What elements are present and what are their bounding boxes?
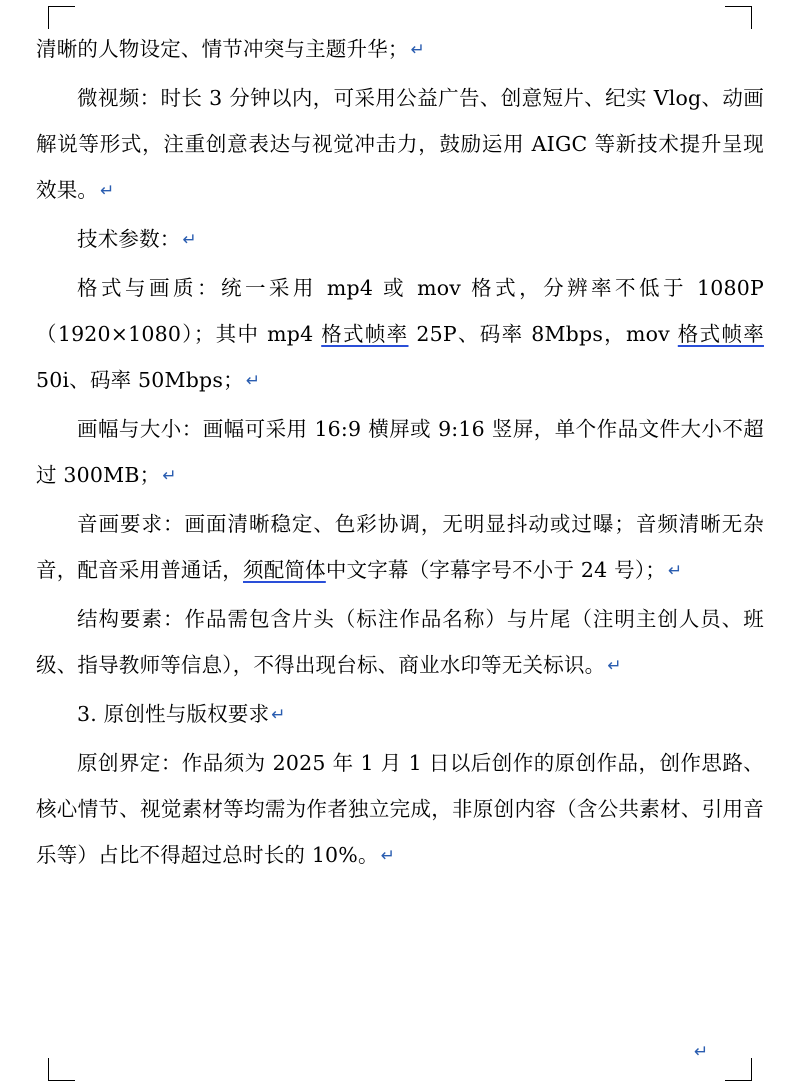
paragraph-text: 清晰的人物设定、情节冲突与主题升华； [36, 37, 409, 61]
paragraph-originality [36, 740, 764, 879]
paragraph-mark-icon: ↵ [182, 230, 197, 250]
paragraph-mark-icon: ↵ [162, 466, 177, 486]
crop-mark-bottom-left [48, 1058, 75, 1081]
paragraph-audio-visual [36, 501, 764, 594]
paragraph-format-quality [36, 265, 771, 404]
paragraph-text: 微视频：时长 3 分钟以内，可采用公益广告、创意短片、纪实 Vlog、动画解说等形式，注重创意表达与视觉冲击力，鼓励运用 AIGC 等新技术提升呈现效果。 [36, 86, 764, 202]
underlined-text: 格式帧率 [677, 322, 764, 346]
end-of-page-paragraph-mark-icon: ↵ [694, 1042, 709, 1062]
paragraph-text: 技术参数： [77, 227, 181, 251]
paragraph-mark-icon: ↵ [410, 40, 426, 60]
paragraph-text: 原创界定：作品须为 2025 年 1 月 1 日以后创作的原创作品，创作思路、核心情节、视觉素材等均需为作者独立完成，非原创内容（含公共素材、引用音乐等）占比不得超过总时长的 10%。 [36, 751, 764, 867]
paragraph-text: 画幅与大小：画幅可采用 16:9 横屏或 9:16 竖屏，单个作品文件大小不超过 300MB； [36, 417, 764, 487]
paragraph-frame-size [36, 406, 764, 499]
paragraph-text-part: 格式与画质：统一采用 mp4 或 mov 格式，分辨率不低于 1080P（1920×1080）；其中 mp4 [36, 276, 764, 346]
underlined-text: 格式帧率 [321, 322, 409, 346]
paragraph-text-part: 25P、码率 8Mbps，mov [408, 322, 678, 346]
paragraph-text-part: 50i、码率 50Mbps； [36, 322, 771, 392]
paragraph-character-setting [36, 26, 764, 73]
paragraph-text: 结构要素：作品需包含片头（标注作品名称）与片尾（注明主创人员、班级、指导教师等信息），不得出现台标、商业水印等无关标识。 [36, 607, 764, 677]
paragraph-micro-video [36, 75, 764, 214]
paragraph-mark-icon: ↵ [100, 181, 115, 201]
paragraph-section-3-heading [36, 691, 764, 738]
document-page-body [36, 26, 771, 1046]
paragraph-mark-icon: ↵ [667, 561, 683, 581]
paragraph-mark-icon: ↵ [271, 705, 286, 725]
paragraph-mark-icon: ↵ [245, 371, 261, 391]
paragraph-text: 3. 原创性与版权要求 [77, 702, 270, 726]
paragraph-text-part: 中文字幕（字幕字号不小于 24 号）； [325, 558, 666, 582]
paragraph-structure [36, 596, 764, 689]
paragraph-mark-icon: ↵ [607, 656, 622, 676]
paragraph-text-part: 音画要求：画面清晰稳定、色彩协调，无明显抖动或过曝；音频清晰无杂音，配音采用普通话， [36, 512, 764, 582]
paragraph-mark-icon: ↵ [380, 846, 396, 866]
paragraph-tech-params-heading [36, 216, 764, 263]
crop-mark-bottom-right [725, 1058, 752, 1081]
underlined-text: 须配简体 [243, 558, 326, 582]
